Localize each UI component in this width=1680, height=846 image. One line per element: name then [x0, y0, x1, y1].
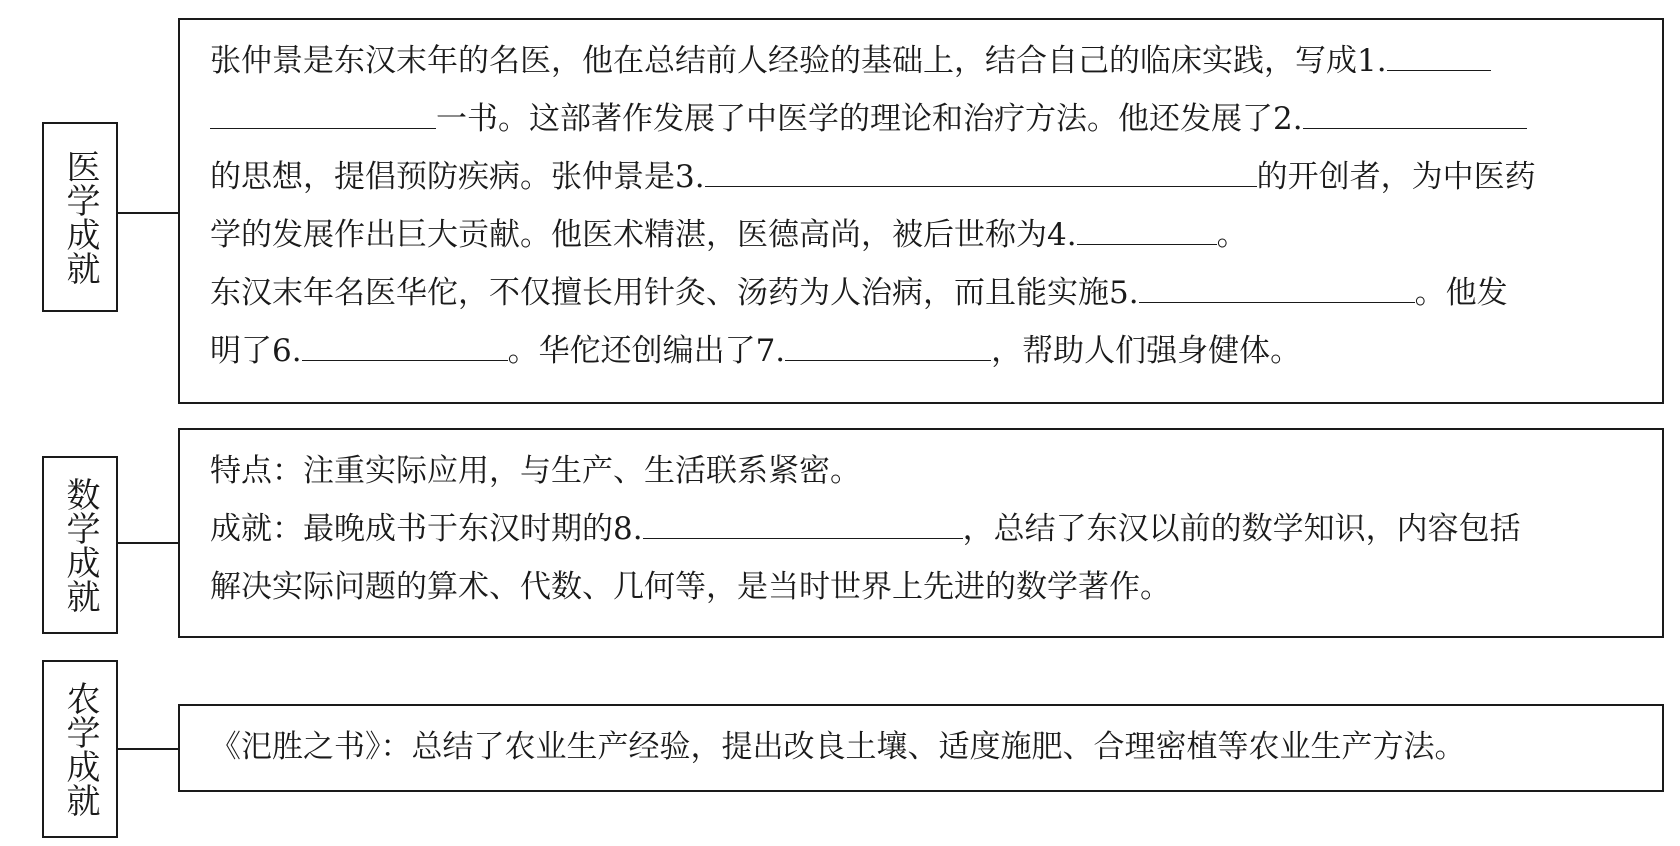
medicine-text-6b: 。华佗还创编出了7.	[507, 333, 786, 369]
math-text-1: 特点：注重实际应用，与生产、生活联系紧密。	[210, 453, 861, 489]
math-text-3: 解决实际问题的算术、代数、几何等，是当时世界上先进的数学著作。	[210, 569, 1171, 605]
blank-7[interactable]	[785, 330, 991, 361]
medicine-label: 医学成就	[60, 149, 100, 285]
medicine-line-5	[210, 264, 1632, 322]
math-line-1	[210, 442, 1632, 500]
medicine-line-4	[210, 206, 1632, 264]
medicine-content-box	[178, 18, 1664, 404]
medicine-text-1: 张仲景是东汉末年的名医，他在总结前人经验的基础上，结合自己的临床实践，写成1.	[210, 43, 1387, 79]
medicine-line-1	[210, 32, 1632, 90]
medicine-text-5b: 。他发	[1414, 275, 1508, 311]
agri-text-1: 《汜胜之书》：总结了农业生产经验，提出改良土壤、适度施肥、合理密植等农业生产方法。	[210, 729, 1466, 765]
math-line-3	[210, 558, 1632, 616]
medicine-text-2: 一书。这部著作发展了中医学的理论和治疗方法。他还发展了2.	[436, 101, 1303, 137]
blank-4[interactable]	[1077, 214, 1217, 245]
agri-label-box	[42, 660, 118, 838]
blank-2[interactable]	[1303, 98, 1527, 129]
blank-3[interactable]	[705, 156, 1257, 187]
math-text-2a: 成就：最晚成书于东汉时期的8.	[210, 511, 643, 547]
math-label-box	[42, 456, 118, 634]
medicine-text-3b: 的开创者，为中医药	[1256, 159, 1536, 195]
blank-5[interactable]	[1139, 272, 1415, 303]
medicine-label-box	[42, 122, 118, 312]
blank-1a[interactable]	[1387, 40, 1491, 71]
medicine-text-3a: 的思想，提倡预防疾病。张仲景是3.	[210, 159, 705, 195]
medicine-connector	[118, 212, 178, 214]
medicine-text-5a: 东汉末年名医华佗，不仅擅长用针灸、汤药为人治病，而且能实施5.	[210, 275, 1139, 311]
blank-8[interactable]	[643, 508, 963, 539]
medicine-text-4b: 。	[1216, 217, 1248, 253]
math-label: 数学成就	[60, 477, 100, 613]
math-connector	[118, 542, 178, 544]
math-line-2	[210, 500, 1632, 558]
agri-label: 农学成就	[60, 681, 100, 817]
agri-line-1	[210, 718, 1632, 776]
agri-connector	[118, 748, 178, 750]
medicine-text-6a: 明了6.	[210, 333, 302, 369]
medicine-line-3	[210, 148, 1632, 206]
blank-6[interactable]	[302, 330, 508, 361]
medicine-line-2	[210, 90, 1632, 148]
medicine-line-6	[210, 322, 1632, 380]
math-content-box	[178, 428, 1664, 638]
blank-1b[interactable]	[210, 98, 436, 129]
medicine-text-4a: 学的发展作出巨大贡献。他医术精湛，医德高尚，被后世称为4.	[210, 217, 1077, 253]
medicine-text-6c: ，帮助人们强身健体。	[991, 333, 1302, 369]
agri-content-box	[178, 704, 1664, 792]
math-text-2b: ，总结了东汉以前的数学知识，内容包括	[962, 511, 1521, 547]
